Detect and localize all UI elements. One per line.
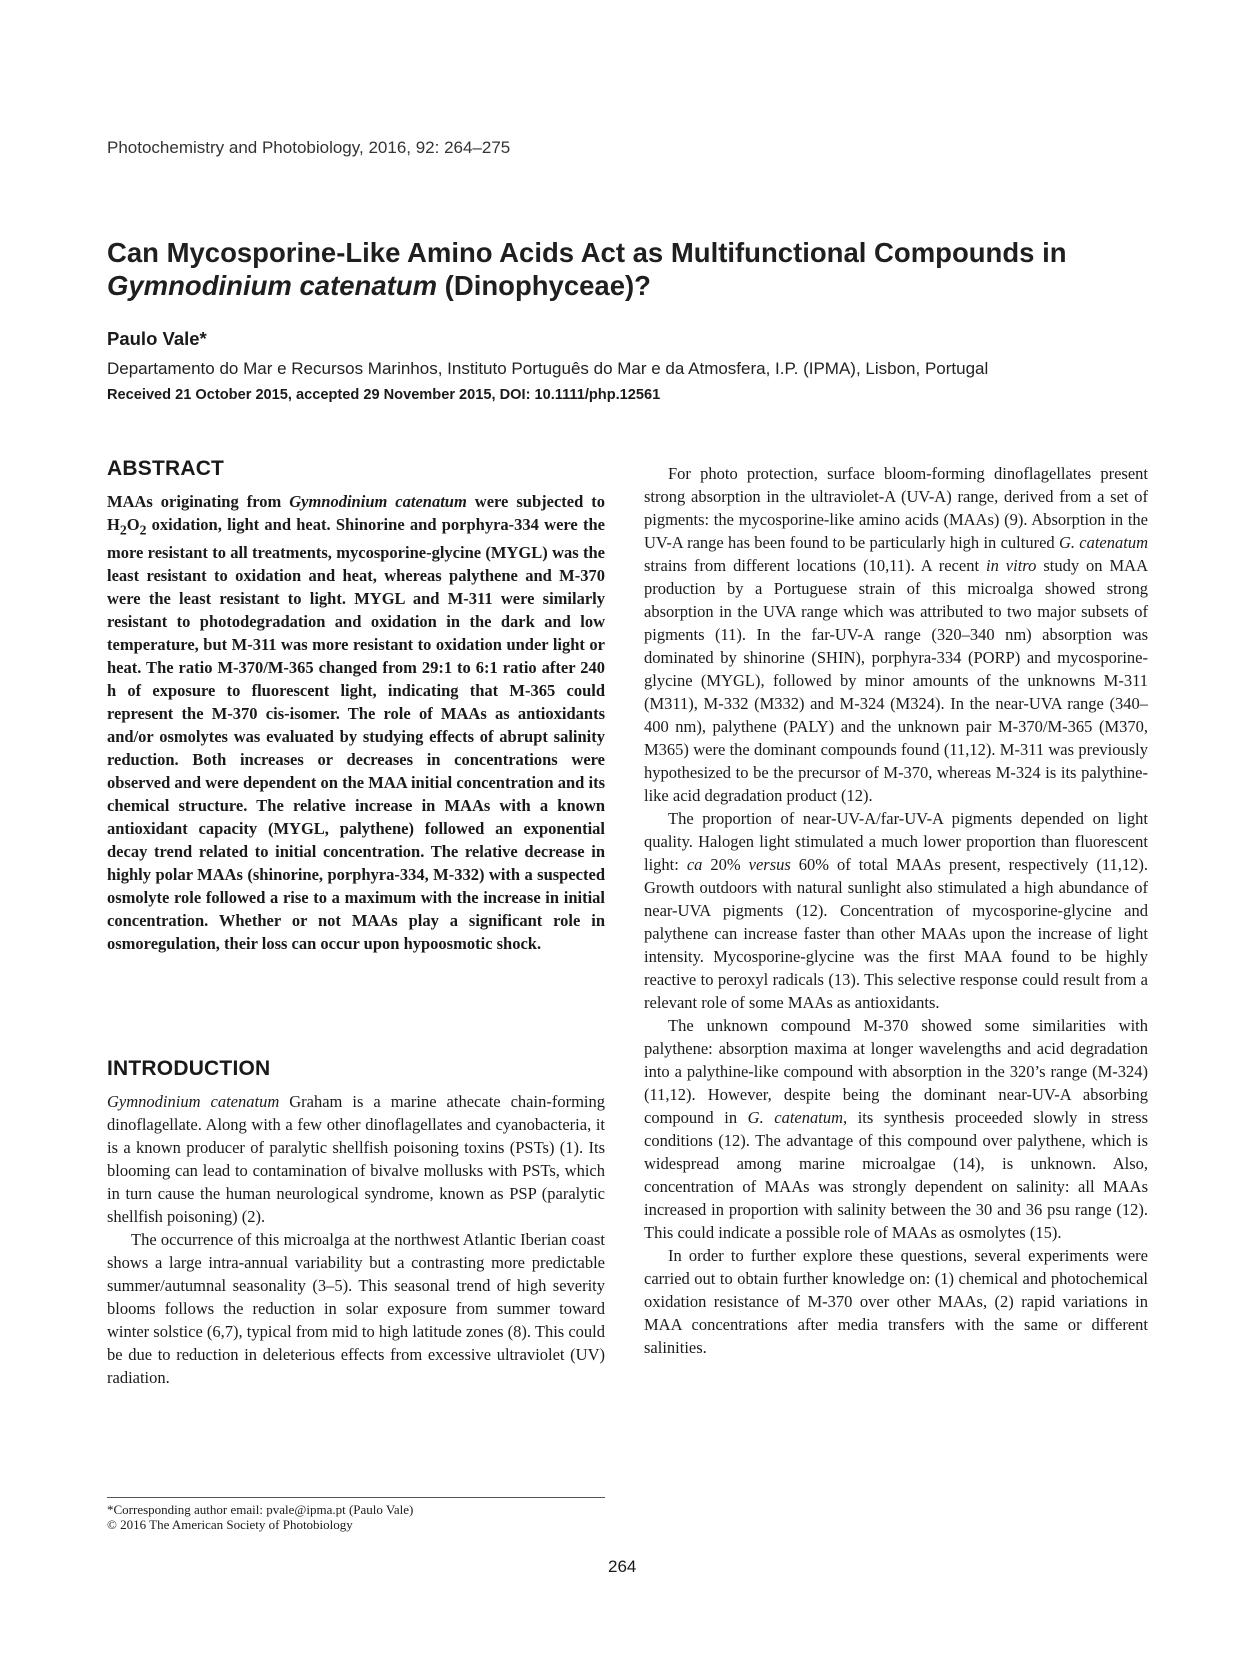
right-p1-invitro: in vitro: [986, 556, 1037, 575]
footnote: [107, 1502, 413, 1532]
right-paragraph-3: [644, 1014, 1148, 1244]
article-title: [107, 236, 1147, 302]
introduction-heading: INTRODUCTION: [107, 1057, 271, 1080]
abstract-text-3: oxidation, light and heat. Shinorine and porphyra-334 were the more resistant to all treatments, mycosporine-glycine (MYGL) was the least resistant to oxidation and heat, whereas palythene and M-370 were the least resistant to light. MYGL and M-311 were similarly resistant to photodegradation and oxidation in the dark and low temperature, but M-311 was more resistant to oxidation under light or heat. The ratio M-370/M-365 changed from 29:1 to 6:1 ratio after 240 h of exposure to fluorescent light, indicating that M-365 could represent the M-370 cis-isomer. The role of MAAs as antioxidants and/or osmolytes was evaluated by studying effects of abrupt salinity reduction. Both increases or decreases in concentrations were observed and were dependent on the MAA initial concentration and its chemical structure. The relative increase in MAAs with a known antioxidant capacity (MYGL, palythene) followed an exponential decay trend related to initial concentration. The relative decrease in highly polar MAAs (shinorine, porphyra-334, M-332) with a suspected osmolyte role followed a rise to a maximum with the increase in initial concentration. Whether or not MAAs play a significant role in osmoregulation, their loss can occur upon hypoosmotic shock.: [107, 515, 605, 954]
right-p2-text-a: The proportion of near-UV-A/far-UV-A pigments depended on light quality. Halogen light stimulated a much lower proportion than fluorescent light:: [644, 809, 1148, 874]
abstract-paragraph: [107, 490, 605, 955]
right-p1-species: G. catenatum: [1058, 533, 1148, 552]
abstract-text-2: were subjected to H: [107, 492, 606, 534]
copyright-note: © 2016 The American Society of Photobiology: [107, 1517, 353, 1532]
intro-paragraph-1: [107, 1090, 605, 1228]
abstract-heading: ABSTRACT: [107, 457, 225, 480]
title-species: Gymnodinium catenatum: [107, 270, 438, 301]
right-paragraph-4: In order to further explore these questions, several experiments were carried out to obtain further knowledge on: (1) chemical and photochemical oxidation resistance of M-370 over other MAAs, (2) rapid variations in MAA concentrations after media transfers with the same or different salinities.: [644, 1246, 1148, 1357]
right-p3-species: G. catenatum: [747, 1108, 844, 1127]
right-column-body: [644, 462, 1148, 1359]
abstract-oxygen: O: [126, 515, 140, 534]
right-p2-text-b: 20%: [702, 855, 749, 874]
right-p2-text-c: 60% of total MAAs present, respectively (11,12). Growth outdoors with natural sunlight also stimulated a high abundance of near-UVA pigments (12). Concentration of mycosporine-glycine and palythene can increase faster than other MAAs upon the increase of light intensity. Mycosporine-glycine was the first MAA found to be highly reactive to peroxyl radicals (13). This selective response could result from a relevant role of some MAAs as antioxidants.: [644, 855, 1149, 1012]
right-p1-text-a: For photo protection, surface bloom-forming dinoflagellates present strong absorption in the ultraviolet-A (UV-A) range, derived from a set of pigments: the mycosporine-like amino acids (MAAs) (9). Absorption in the UV-A range has been found to be particularly high in cultured: [644, 464, 1148, 552]
journal-citation: Photochemistry and Photobiology, 2016, 92: 264–275: [107, 138, 511, 157]
intro-paragraph-2: The occurrence of this microalga at the northwest Atlantic Iberian coast shows a large intra-annual variability but a contrasting more predictable summer/autumnal seasonality (3–5). This seasonal trend of high severity blooms follows the reduction in solar exposure from summer toward winter solstice (6,7), typical from mid to high latitude zones (8). This could be due to reduction in deleterious effects from excessive ultraviolet (UV) radiation.: [107, 1230, 605, 1387]
right-paragraph-1: [644, 462, 1148, 807]
right-p3-text-a: The unknown compound M-370 showed some similarities with palythene: absorption maxima at longer wavelengths and acid degradation into a palythine-like compound with absorption in the 320’s range (M-324) (11,12). However, despite being the dominant near-UV-A absorbing compound in: [644, 1016, 1148, 1127]
abstract-species: Gymnodinium catenatum: [289, 492, 467, 511]
right-p3-text-b: , its synthesis proceeded slowly in stress conditions (12). The advantage of this compound over palythene, which is widespread among marine microalgae (14), is unknown. Also, concentration of MAAs was strongly dependent on salinity: all MAAs increased in proportion with salinity between the 30 and 36 psu range (12). This could indicate a possible role of MAAs as osmolytes (15).: [644, 1108, 1148, 1242]
introduction-body: [107, 1090, 605, 1389]
page-number: 264: [608, 1557, 637, 1576]
title-part2: (Dinophyceae)?: [437, 270, 651, 301]
abstract-body: [107, 490, 605, 955]
author-affiliation: Departamento do Mar e Recursos Marinhos, Instituto Português do Mar e da Atmosfera, I.P. (IPMA), Lisbon, Portugal: [107, 359, 989, 378]
intro-species: Gymnodinium catenatum: [107, 1092, 280, 1111]
right-paragraph-2: [644, 807, 1148, 1014]
footnote-divider: [107, 1497, 605, 1498]
title-part1: Can Mycosporine-Like Amino Acids Act as Multifunctional Compounds in: [107, 237, 1067, 268]
right-p2-versus: versus: [748, 855, 791, 874]
abstract-sub-1: 2: [119, 522, 127, 538]
right-p2-ca: ca: [686, 855, 703, 874]
corresponding-author-note: *Corresponding author email: pvale@ipma.pt (Paulo Vale): [107, 1502, 414, 1517]
abstract-sub-2: 2: [139, 522, 147, 538]
author-name: Paulo Vale*: [107, 328, 207, 349]
right-p1-text-c: study on MAA production by a Portuguese strain of this microalga showed strong absorption in the UVA range which was attributed to two major subsets of pigments (11). In the far-UV-A range (320–340 nm) absorption was dominated by shinorine (SHIN), porphyra-334 (PORP) and mycosporine-glycine (MYGL), followed by minor amounts of the unknowns M-311 (M311), M-332 (M332) and M-324 (M324). In the near-UVA range (340–400 nm), palythene (PALY) and the unknown pair M-370/M-365 (M370, M365) were the dominant compounds found (11,12). M-311 was previously hypothesized to be the precursor of M-370, whereas M-324 is its palythine-like acid degradation product (12).: [644, 556, 1149, 805]
intro-text-1: Graham is a marine athecate chain-forming dinoflagellate. Along with a few other dinoflagellates and cyanobacteria, it is a known producer of paralytic shellfish poisoning toxins (PSTs) (1). Its blooming can lead to contamination of bivalve mollusks with PSTs, which in turn cause the human neurological syndrome, known as PSP (paralytic shellfish poisoning) (2).: [107, 1092, 605, 1226]
right-p1-text-b: strains from different locations (10,11). A recent: [644, 556, 986, 575]
abstract-text-1: MAAs originating from: [107, 492, 290, 511]
received-date-doi: Received 21 October 2015, accepted 29 November 2015, DOI: 10.1111/php.12561: [107, 387, 661, 403]
